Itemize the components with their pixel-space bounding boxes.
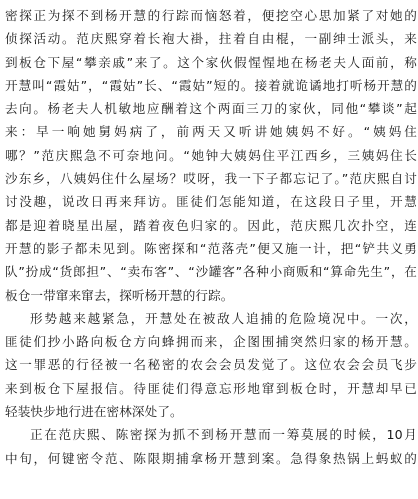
text-line: 侦探活动。范庆熙穿着长袍大褂，拄着自由棍，一副绅士派头，来 — [5, 31, 417, 47]
text-line: 沙东乡，八姨妈住什么屋场？哎呀，我一下子都忘记了。”范庆熙自讨 — [5, 171, 417, 187]
text-line: 开慧叫“霞姑”，“霞姑”长、“霞姑”短的。接着就诡谲地打听杨开慧的 — [5, 77, 417, 93]
text-line: 哪？”范庆熙急不可奈地问。“她钟大姨妈住平江西乡，三姨妈住长 — [5, 147, 417, 163]
text-line: 到板仓下屋“攀亲戚”来了。这个家伙假惺惺地在杨老夫人面前，称 — [5, 54, 417, 70]
text-line: 来：早一响她舅妈病了，前两天又听讲她姨妈不好。“姨妈住 — [5, 124, 417, 140]
text-line: 这一罪恶的行径被一名秘密的农会会员发觉了。这位农会会员飞步 — [5, 357, 417, 373]
text-line: 去向。杨老夫人机敏地应酬着这个两面三刀的家伙，同他“攀谈”起 — [5, 101, 417, 117]
text-line: 讨没趣，说改日再来拜访。匪徒们怎能知道，在这段日子里，开慧 — [5, 194, 417, 210]
text-line: 中旬，何键密令范、陈限期捕拿杨开慧到案。急得象热锅上蚂蚁的 — [5, 450, 417, 466]
text-line: 都是迎着晓星出屋，踏着夜色归家的。因此，范庆熙几次扑空，连 — [5, 217, 417, 233]
text-line: 来到板仓下屋报信。待匪徒们得意忘形地窜到板仓时，开慧却早已 — [5, 380, 417, 396]
text-line: 匪徒们抄小路向板仓方向蜂拥而来，企图围捕突然归家的杨开慧。 — [5, 334, 417, 350]
text-line: 轻装快步地行进在密林深处了。 — [5, 404, 183, 420]
text-line: 密探正为探不到杨开慧的行踪而恼怒着，便挖空心思加紧了对她的 — [5, 8, 417, 23]
text-line: 队”扮成“货郎担”、“卖布客”、“沙罐客”各种小商贩和“算命先生”，在 — [5, 264, 417, 280]
text-line: 正在范庆熙、陈密探为抓不到杨开慧而一筹莫展的时候，10月 — [30, 427, 417, 443]
text-line: 板仓一带窜来窜去，探听杨开慧的行踪。 — [5, 287, 234, 303]
text-line: 开慧的影子都未见到。陈密探和“范落壳”便又施一计，把“铲共义勇 — [5, 240, 417, 256]
document-page — [5, 4, 417, 470]
text-line: 形势越来越紧急，开慧处在被敌人追捕的危险境况中。一次， — [30, 310, 417, 326]
